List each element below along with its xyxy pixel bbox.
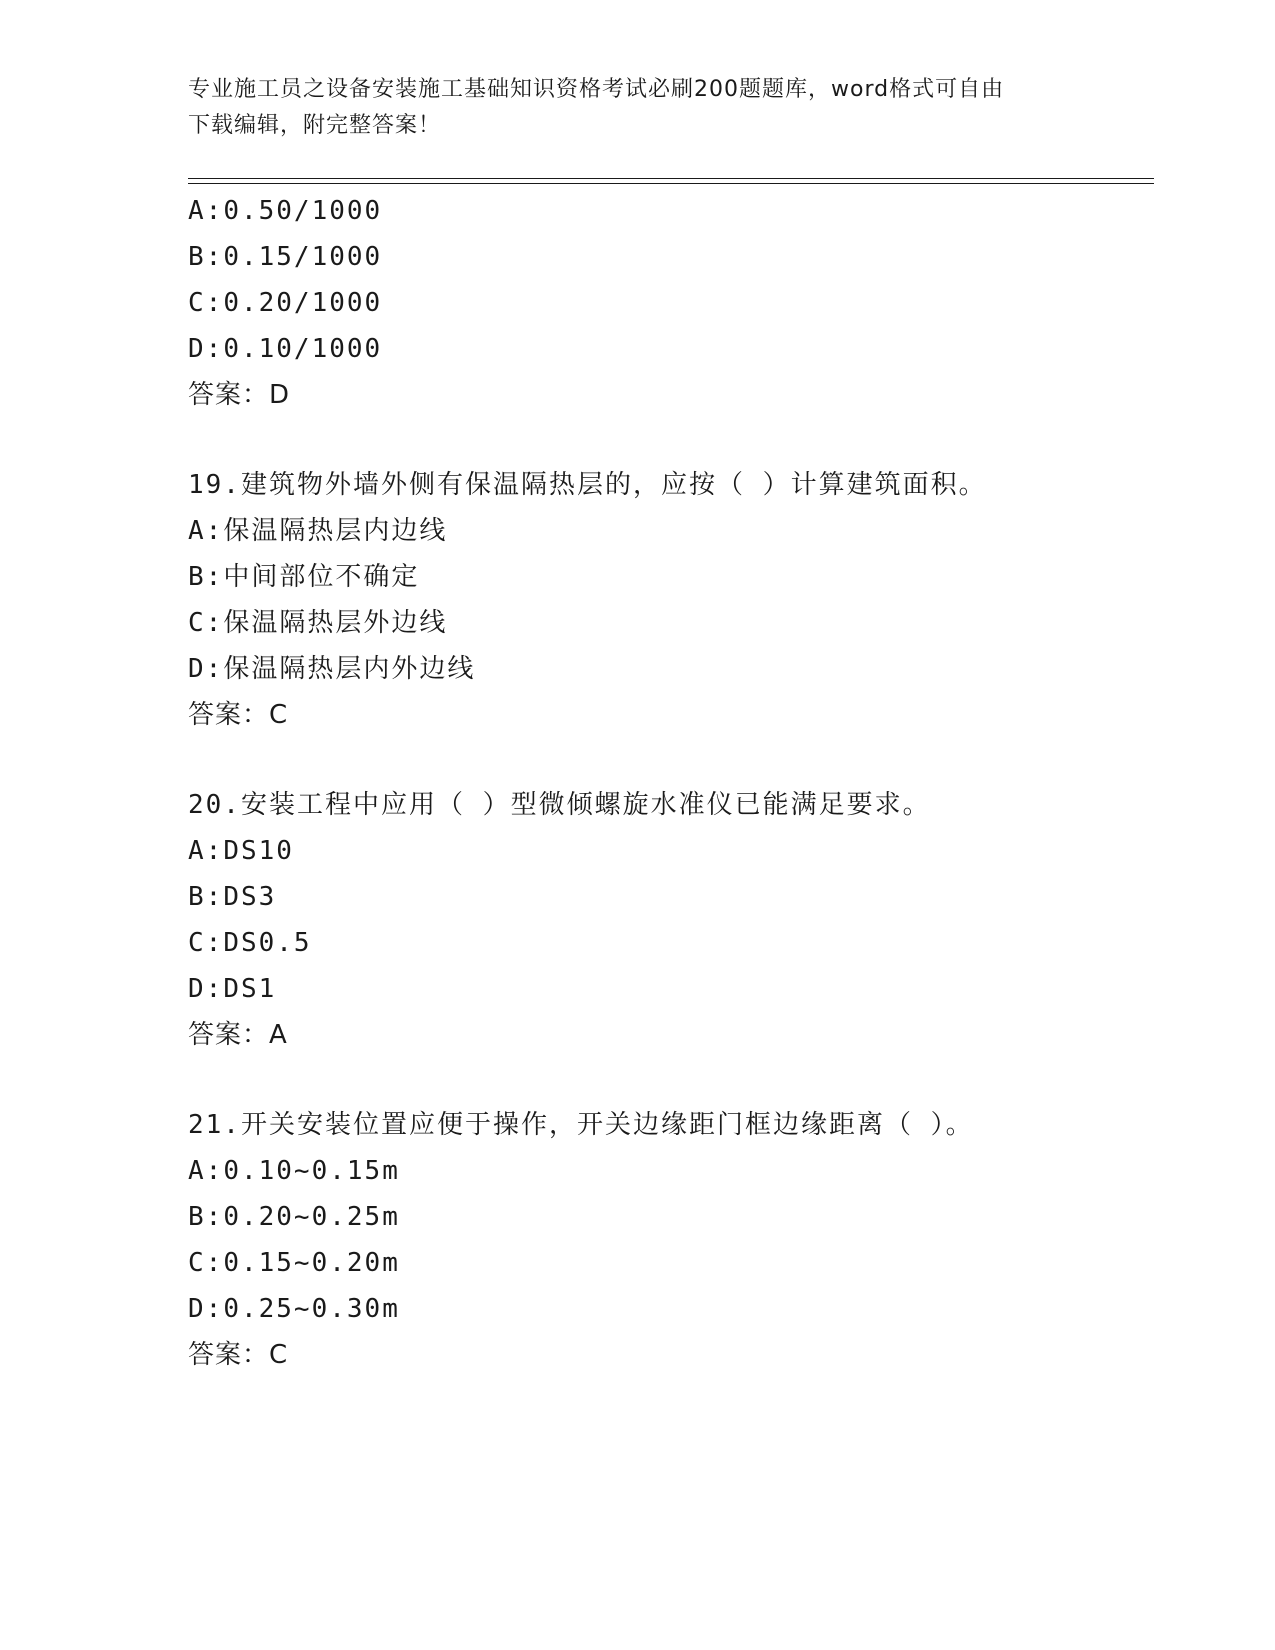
header-divider-bottom <box>188 183 1154 184</box>
option-d: D:DS1 <box>188 974 277 1004</box>
option-a: A:0.10~0.15m <box>188 1156 400 1186</box>
option-c: C:0.15~0.20m <box>188 1248 400 1278</box>
header-divider-top <box>188 178 1154 179</box>
answer-line <box>188 692 1148 738</box>
option-b: B:0.20~0.25m <box>188 1202 400 1232</box>
option-c: C:DS0.5 <box>188 928 312 958</box>
question-list <box>188 188 1148 1378</box>
option-a: A:DS10 <box>188 836 294 866</box>
question-title: 20.安装工程中应用（ ）型微倾螺旋水准仪已能满足要求。 <box>188 790 931 820</box>
answer-label: 答案： <box>188 1340 270 1370</box>
answer-value: A <box>269 1020 288 1050</box>
option-d: D:保温隔热层内外边线 <box>188 654 476 684</box>
option-c: C:保温隔热层外边线 <box>188 608 448 638</box>
answer-label: 答案： <box>188 700 270 730</box>
answer-label: 答案： <box>188 380 270 410</box>
answer-line <box>188 1332 1148 1378</box>
answer-value: C <box>269 1340 289 1370</box>
answer-line <box>188 1012 1148 1058</box>
answer-value: D <box>269 380 291 410</box>
option-a: A:保温隔热层内边线 <box>188 516 448 546</box>
question-block-20 <box>188 782 1148 1058</box>
question-title: 21.开关安装位置应便于操作，开关边缘距门框边缘距离（ ）。 <box>188 1110 974 1140</box>
question-block-19 <box>188 462 1148 738</box>
option-c: C:0.20/1000 <box>188 288 383 318</box>
answer-label: 答案： <box>188 1020 270 1050</box>
option-b: B:中间部位不确定 <box>188 562 420 592</box>
option-a: A:0.50/1000 <box>188 196 383 226</box>
option-b: B:DS3 <box>188 882 277 912</box>
question-block-21 <box>188 1102 1148 1378</box>
option-b: B:0.15/1000 <box>188 242 383 272</box>
question-title: 19.建筑物外墙外侧有保温隔热层的，应按（ ）计算建筑面积。 <box>188 470 987 500</box>
header-line-1: 专业施工员之设备安装施工基础知识资格考试必刷200题题库，word格式可自由 <box>188 77 1005 102</box>
document-header <box>188 72 1088 144</box>
header-line-2: 下载编辑，附完整答案！ <box>188 113 442 138</box>
answer-line <box>188 372 1148 418</box>
option-d: D:0.10/1000 <box>188 334 383 364</box>
prev-question-block <box>188 188 1148 418</box>
answer-value: C <box>269 700 289 730</box>
option-d: D:0.25~0.30m <box>188 1294 400 1324</box>
